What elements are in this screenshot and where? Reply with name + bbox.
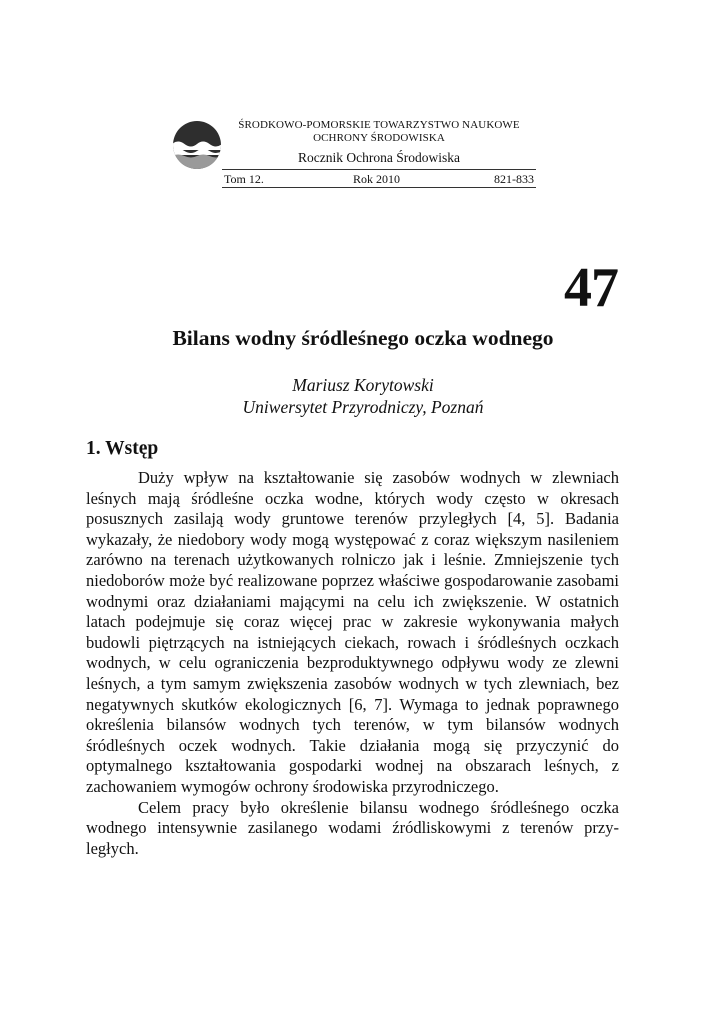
body-paragraph-1: Duży wpływ na kształtowanie się zasobów wodnych w zlewniach leśnych mają śródleśne oczka wodne, których wody często w okresach posusznych zasilają wody gruntowe terenów przyległych [4, 5]. Badania wykazały, że niedobory wody mogą występować z coraz większym nasileniem zarówno na terenach użytkowanych rolniczo jak i leśnie. Zmniejszenie tych niedoborów może być realizowane poprzez właściwe gospodarowanie zasobami wodnymi oraz działaniami mającymi na celu ich zwiększenie. W ostatnich latach podejmuje się coraz więcej prac w zakresie wykonywania małych budowli piętrzących na istniejących ciekach, rowach i śródleśnych oczkach wodnych, w celu ograniczenia bezproduktywnego odpływu wody ze zlewni leśnych, a tym samym zwiększenia zasobów wodnych w tych zlewniach, bez negatywnych skutków ekologicznych [6, 7]. Wymaga to jednak poprawnego określenia bilansów wodnych tych terenów, w tym bilansów wodnych śródleśnych oczek wodnych. Takie działania mogą się przyczynić do optymalnego kształtowania gospodarki wodnej na obszarach leśnych, z zachowaniem wymogów ochrony środowiska przyrodniczego. [86,468,619,796]
section-heading: 1. Wstęp [86,438,159,459]
author-affiliation: Uniwersytet Przyrodniczy, Poznań [242,397,484,417]
body-paragraph-2: Celem pracy było określenie bilansu wodnego śródleśnego oczka wodnego intensywnie zasilanego wodami źródliskowymi z terenów przyległych. [86,797,619,858]
article-title: Bilans wodny śródleśnego oczka wodnego [172,326,554,350]
society-logo-icon [172,120,222,170]
society-name-line2: OCHRONY ŚRODOWISKA [313,132,445,144]
page-range-label: 821-833 [494,172,534,186]
society-name-line1: ŚRODKOWO-POMORSKIE TOWARZYSTWO NAUKOWE [238,119,520,131]
author-name: Mariusz Korytowski [292,375,434,395]
society-name [222,119,536,145]
annual-title: Rocznik Ochrona Środowiska [298,150,460,165]
volume-label: Tom 12. [224,172,264,186]
header-rule-bottom [222,187,536,188]
article-number: 47 [564,257,618,319]
year-label: Rok 2010 [353,172,401,186]
header-rule-top [222,169,536,170]
section-body [86,468,619,859]
